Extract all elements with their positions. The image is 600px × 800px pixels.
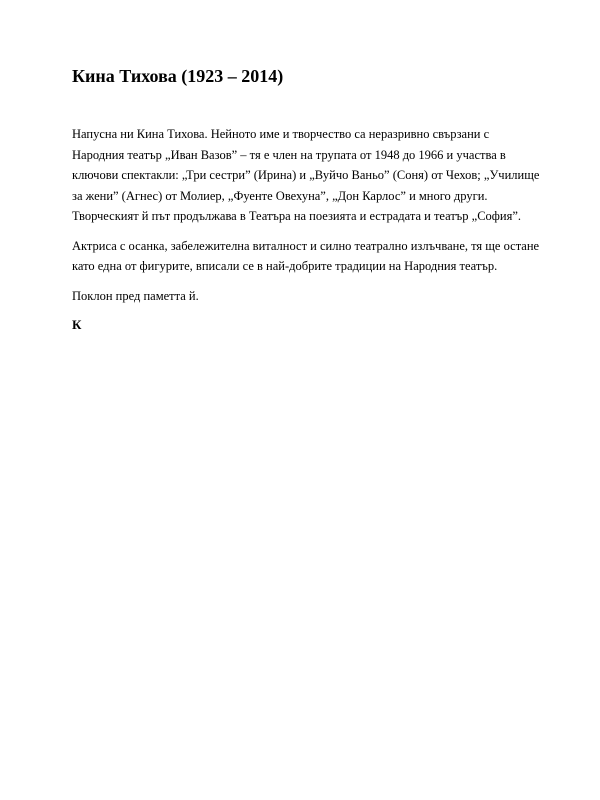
signature: К: [72, 317, 82, 332]
text-line: Напусна ни Кина Тихова. Нейното име и творчество са неразривно свързани с: [72, 127, 490, 141]
text-line: Народния театър „Иван Вазов” – тя е член на трупата от 1948 до 1966 и участва в: [72, 147, 506, 162]
paragraph-1: [72, 124, 540, 227]
paragraph-2: [72, 236, 540, 277]
text-line: Поклон пред паметта й.: [72, 288, 199, 303]
text-line: Творческият й път продължава в Театъра на поезията и естрадата и театър „София”.: [72, 209, 521, 223]
text-line: Актриса с осанка, забележителна виталност и силно театрално излъчване, тя ще остане: [72, 238, 540, 253]
text-line: за жени” (Агнес) от Молиер, „Фуенте Овехуна”, „Дон Карлос” и много други.: [72, 188, 488, 203]
text-line: като една от фигурите, вписали се в най-добрите традиции на Народния театър.: [72, 259, 498, 273]
paragraph-3: [72, 286, 532, 307]
document-body: [72, 124, 540, 336]
text-line: ключови спектакли: „Три сестри” (Ирина) и „Вуйчо Ваньо” (Соня) от Чехов; „Училище: [72, 168, 540, 182]
page-title: Кина Тихова (1923 – 2014): [72, 66, 284, 86]
